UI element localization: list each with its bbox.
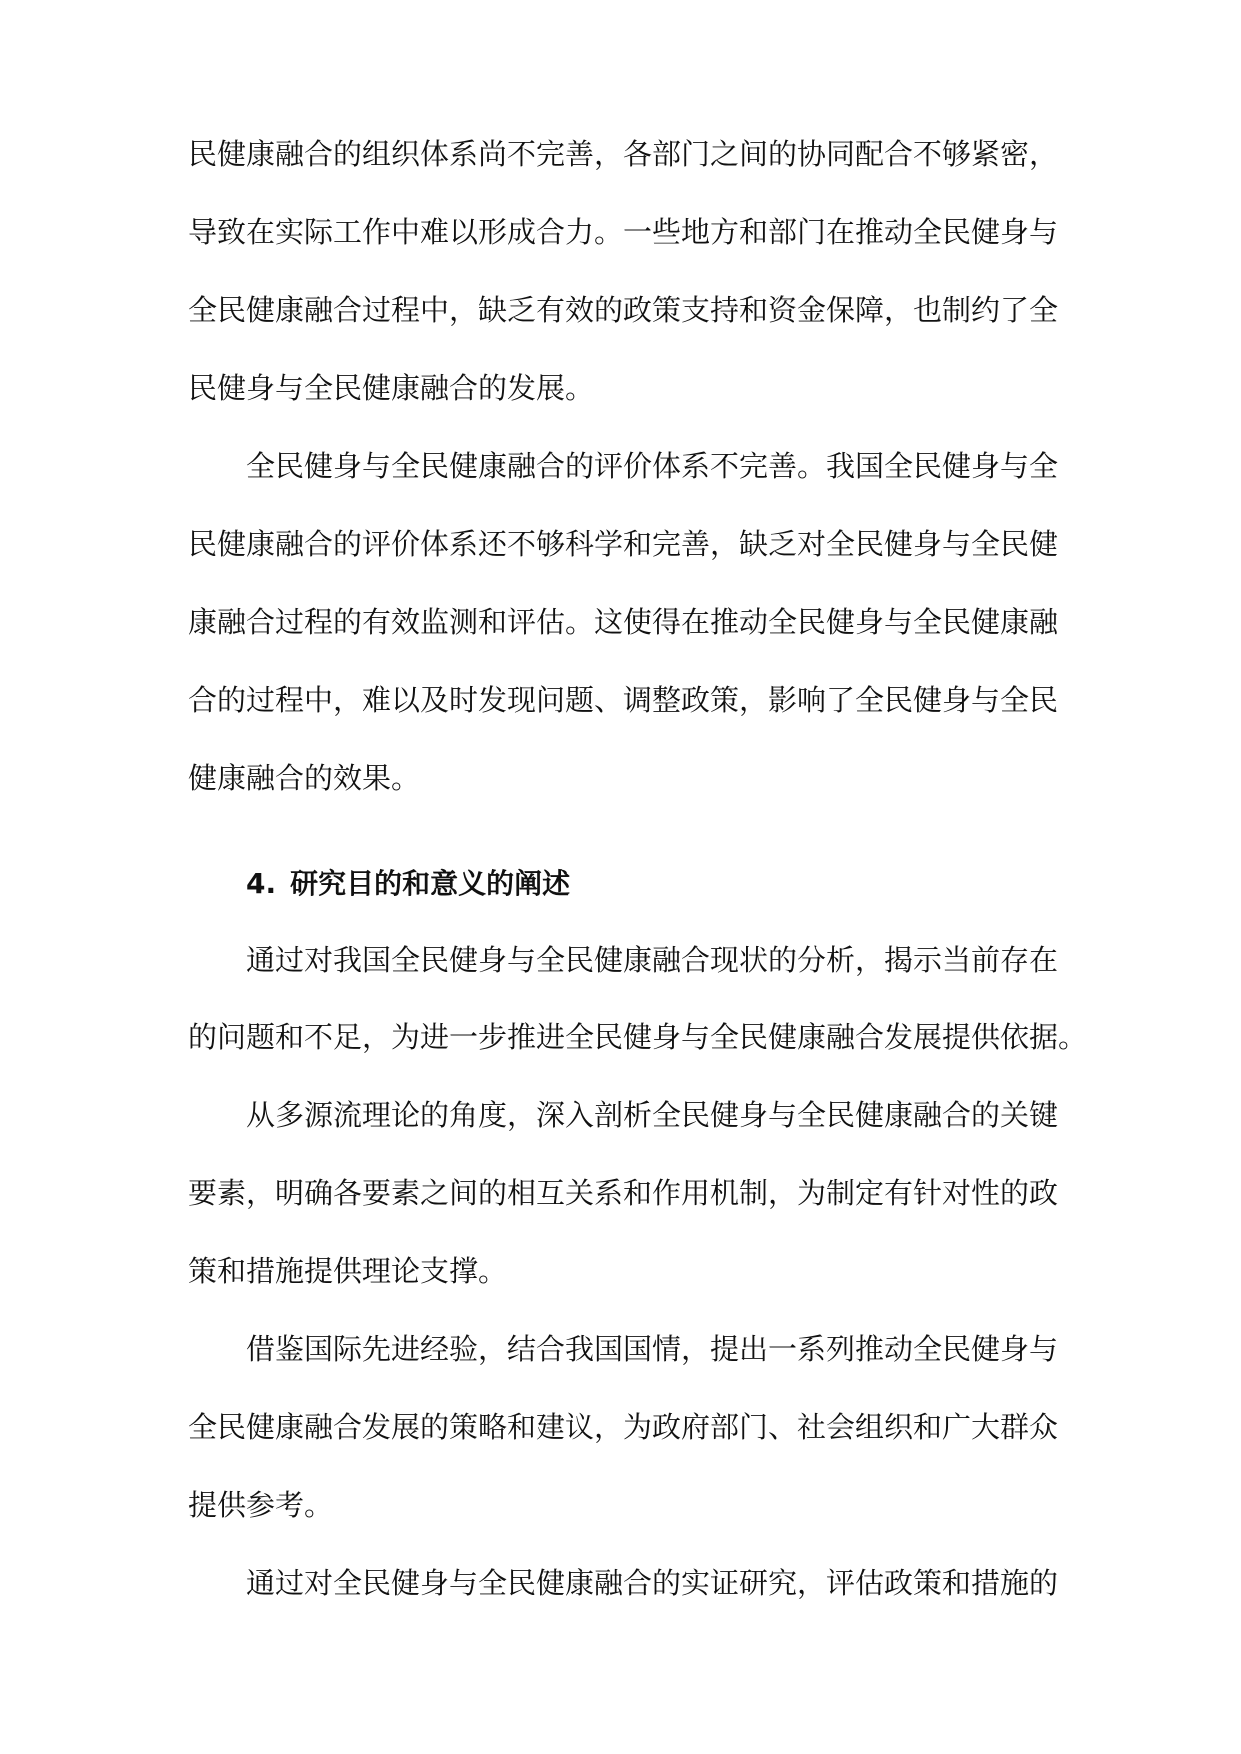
section-title: 研究目的和意义的阐述 <box>290 867 571 900</box>
paragraph-line: 通过对我国全民健身与全民健康融合现状的分析，揭示当前存在 <box>246 943 1059 977</box>
paragraph-line: 导致在实际工作中难以形成合力。一些地方和部门在推动全民健身与 <box>188 215 1059 249</box>
paragraph-line: 全民健身与全民健康融合的评价体系不完善。我国全民健身与全 <box>246 449 1059 483</box>
paragraph-line: 全民健康融合发展的策略和建议，为政府部门、社会组织和广大群众 <box>188 1410 1059 1444</box>
paragraph-line: 从多源流理论的角度，深入剖析全民健身与全民健康融合的关键 <box>246 1098 1059 1132</box>
section-number: 4. <box>246 867 277 900</box>
paragraph-line: 健康融合的效果。 <box>188 761 421 795</box>
paragraph-line: 要素，明确各要素之间的相互关系和作用机制，为制定有针对性的政 <box>188 1176 1059 1210</box>
paragraph-line: 民健身与全民健康融合的发展。 <box>188 371 595 405</box>
paragraph-line: 合的过程中，难以及时发现问题、调整政策，影响了全民健身与全民 <box>188 683 1059 717</box>
paragraph-line: 民健康融合的评价体系还不够科学和完善，缺乏对全民健身与全民健 <box>188 527 1059 561</box>
section-heading <box>246 864 570 904</box>
paragraph-line: 的问题和不足，为进一步推进全民健身与全民健康融合发展提供依据。 <box>188 1020 1088 1054</box>
paragraph-line: 民健康融合的组织体系尚不完善，各部门之间的协同配合不够紧密， <box>188 137 1059 171</box>
paragraph-line: 借鉴国际先进经验，结合我国国情，提出一系列推动全民健身与 <box>246 1332 1059 1366</box>
paragraph-line: 通过对全民健身与全民健康融合的实证研究，评估政策和措施的 <box>246 1566 1059 1600</box>
paragraph-line: 康融合过程的有效监测和评估。这使得在推动全民健身与全民健康融 <box>188 605 1059 639</box>
paragraph-line: 全民健康融合过程中，缺乏有效的政策支持和资金保障，也制约了全 <box>188 293 1059 327</box>
paragraph-line: 策和措施提供理论支撑。 <box>188 1254 508 1288</box>
paragraph-line: 提供参考。 <box>188 1488 334 1522</box>
